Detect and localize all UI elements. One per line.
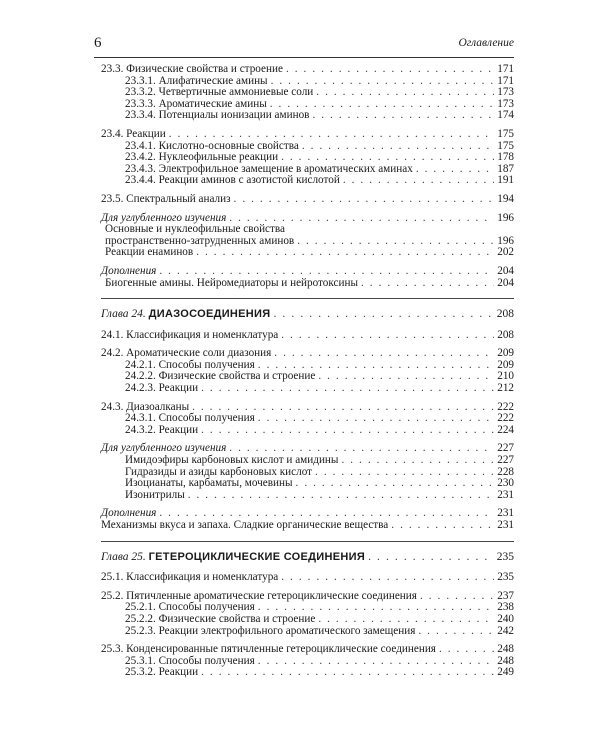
toc-entry-25-3-2[interactable] (101, 667, 514, 679)
toc-entry-page: 209 (497, 358, 514, 371)
toc-entry-advanced-24-1[interactable] (101, 455, 514, 467)
toc-entry-page: 208 (496, 308, 514, 321)
toc-entry-24-3-2[interactable] (101, 425, 514, 437)
leader-dots (439, 644, 494, 656)
chapter-title: ДИАЗОСОЕДИНЕНИЯ (148, 308, 271, 321)
toc-entry-page: 249 (497, 666, 514, 679)
leader-dots (201, 667, 494, 679)
toc-entry-page: 212 (497, 382, 514, 395)
leader-dots (316, 87, 494, 99)
toc-entry-title: 23.3.4. Потенциалы ионизации аминов (125, 109, 310, 122)
toc-entry-page: 228 (497, 465, 514, 478)
toc-entry-page: 227 (497, 454, 514, 467)
toc-entry-title: 23.3.1. Алифатические амины (125, 74, 268, 87)
toc-entry-title: 25.2.1. Способы получения (125, 601, 255, 614)
chapter-separator (101, 298, 514, 299)
toc-entry-page: 222 (497, 400, 514, 413)
toc-entry-page: 208 (497, 328, 514, 341)
leader-dots (302, 141, 494, 153)
table-of-contents (101, 64, 514, 679)
toc-entry-23-5[interactable] (101, 194, 514, 206)
toc-entry-page: 191 (497, 174, 514, 187)
leader-dots (201, 383, 494, 395)
toc-entry-25-1[interactable] (101, 572, 514, 584)
leader-dots (229, 213, 494, 225)
toc-entry-page: 196 (497, 211, 514, 224)
toc-entry-25-2-3[interactable] (101, 626, 514, 638)
toc-entry-title: 23.4.2. Нуклеофильные реакции (125, 151, 279, 164)
toc-entry-page: 248 (497, 643, 514, 656)
toc-entry-title: 23.4.3. Электрофильное замещение в ароматических аминах (125, 162, 413, 175)
leader-dots (169, 129, 495, 141)
toc-entry-page: 231 (497, 488, 514, 501)
leader-dots (361, 278, 494, 290)
toc-entry-page: 240 (497, 612, 514, 625)
leader-dots (286, 64, 494, 76)
leader-dots (196, 247, 494, 259)
toc-entry-page: 242 (497, 624, 514, 637)
toc-entry-page: 235 (497, 571, 514, 584)
toc-entry-title: 23.3. Физические свойства и строение (101, 63, 283, 75)
leader-dots (274, 348, 494, 360)
toc-entry-title: пространственно-затрудненных аминов (105, 234, 295, 247)
toc-entry-page: 224 (497, 423, 514, 436)
toc-entry-page: 231 (497, 507, 514, 520)
leader-dots (368, 552, 494, 564)
toc-entry-page: 174 (497, 109, 514, 122)
toc-entry-title: 25.2.2. Физические свойства и строение (125, 612, 316, 625)
toc-entry-23-4-2[interactable] (101, 152, 514, 164)
toc-entry-advanced-23[interactable] (101, 213, 514, 225)
toc-entry-page: 175 (497, 139, 514, 152)
toc-entry-page: 202 (497, 246, 514, 259)
leader-dots (273, 309, 493, 321)
toc-entry-title: Гидразиды и азиды карбоновых кислот (125, 465, 313, 478)
chapter-label: Глава 24. (101, 308, 146, 321)
leader-dots (343, 175, 494, 187)
toc-entry-page: 187 (497, 162, 514, 175)
leader-dots (159, 266, 494, 278)
toc-entry-page: 194 (497, 192, 514, 205)
toc-entry-24-1[interactable] (101, 330, 514, 342)
toc-entry-23-3[interactable] (101, 64, 514, 76)
leader-dots (201, 425, 494, 437)
toc-entry-title: Дополнения (101, 507, 157, 520)
toc-entry-title: 24.3. Диазоалканы (101, 400, 190, 413)
leader-dots (297, 236, 494, 248)
toc-entry-page: 238 (497, 601, 514, 614)
leader-dots (258, 413, 494, 425)
toc-entry-title: 25.2.3. Реакции электрофильного ароматического замещения (125, 624, 416, 637)
leader-dots (234, 194, 495, 206)
leader-dots (318, 614, 494, 626)
leader-dots (188, 490, 495, 502)
toc-entry-title: Реакции енаминов (105, 246, 194, 259)
toc-entry-advanced-23-2[interactable] (101, 247, 514, 259)
toc-entry-additions-23[interactable] (101, 266, 514, 278)
toc-entry-title: 24.2.3. Реакции (125, 382, 199, 395)
page-number: 6 (94, 35, 102, 51)
toc-entry-title: 24.2.2. Физические свойства и строение (125, 370, 316, 383)
toc-entry-title: 25.3. Конденсированные пятичленные гетероциклические соединения (101, 643, 436, 656)
toc-entry-page: 175 (497, 127, 514, 140)
toc-entry-page: 231 (497, 519, 514, 531)
leader-dots (281, 572, 494, 584)
toc-entry-page: 222 (497, 412, 514, 425)
toc-entry-title: 23.3.3. Ароматические амины (125, 97, 267, 110)
leader-dots (418, 626, 494, 638)
toc-entry-title: Имидоэфиры карбоновых кислот и амидины (125, 454, 339, 467)
toc-entry-23-4-4[interactable] (101, 175, 514, 187)
toc-entry-title: Дополнения (101, 264, 157, 277)
toc-entry-page: 204 (497, 264, 514, 277)
toc-entry-additions-23-1[interactable] (101, 278, 514, 290)
toc-entry-title: 25.3.2. Реакции (125, 666, 199, 679)
toc-entry-title: 23.4.4. Реакции аминов с азотистой кислотой (125, 174, 340, 187)
toc-entry-title: Изонитрилы (125, 488, 185, 501)
toc-entry-title: Для углубленного изучения (101, 442, 227, 455)
toc-entry-page: 171 (497, 74, 514, 87)
leader-dots (420, 591, 494, 603)
toc-chapter-24[interactable] (101, 309, 514, 321)
leader-dots (391, 520, 494, 532)
toc-entry-page: 230 (497, 477, 514, 490)
toc-entry-25-2-2[interactable] (101, 614, 514, 626)
leader-dots (296, 478, 495, 490)
leader-dots (312, 110, 494, 122)
toc-entry-page: 173 (497, 86, 514, 99)
chapter-separator (101, 541, 514, 542)
leader-dots (281, 152, 494, 164)
leader-dots (318, 371, 494, 383)
toc-entry-advanced-23-1-line1[interactable]: Основные и нуклеофильные свойства (105, 223, 286, 236)
toc-entry-title: 24.3.1. Способы получения (125, 412, 255, 425)
toc-entry-24-2-3[interactable] (101, 383, 514, 395)
toc-entry-title: 23.5. Спектральный анализ (101, 192, 231, 205)
toc-entry-title: 23.4. Реакции (101, 127, 166, 140)
leader-dots (416, 164, 494, 176)
toc-entry-title: Биогенные амины. Нейромедиаторы и нейротоксины (105, 276, 359, 289)
toc-entry-title: 24.2. Ароматические соли диазония (101, 347, 272, 360)
chapter-title: ГЕТЕРОЦИКЛИЧЕСКИЕ СОЕДИНЕНИЯ (148, 550, 366, 563)
toc-chapter-25[interactable] (101, 552, 514, 564)
toc-entry-additions-24-1[interactable] (101, 520, 514, 532)
toc-entry-title: 25.1. Классификация и номенклатура (101, 571, 279, 584)
toc-entry-page: 204 (497, 276, 514, 289)
toc-entry-title: 23.3.2. Четвертичные аммониевые соли (125, 86, 314, 99)
toc-entry-title: Механизмы вкуса и запаха. Сладкие органические вещества (101, 519, 389, 531)
toc-entry-title: 25.3.1. Способы получения (125, 654, 255, 667)
leader-dots (258, 656, 494, 668)
toc-entry-title: 23.4.1. Кислотно-основные свойства (125, 139, 299, 152)
toc-entry-advanced-24-4[interactable] (101, 490, 514, 502)
leader-dots (315, 467, 494, 479)
toc-entry-title: Изоцианаты, карбаматы, мочевины (125, 477, 293, 490)
toc-entry-23-3-4[interactable] (101, 110, 514, 122)
toc-entry-page: 196 (497, 234, 514, 247)
toc-entry-title: 24.2.1. Способы получения (125, 358, 255, 371)
toc-entry-page: 237 (497, 589, 514, 602)
leader-dots (341, 455, 494, 467)
header-rule (94, 57, 514, 58)
toc-entry-23-4[interactable] (101, 129, 514, 141)
toc-entry-page: 235 (496, 550, 514, 563)
toc-entry-page: 209 (497, 347, 514, 360)
toc-entry-25-3[interactable] (101, 644, 514, 656)
toc-entry-title: 24.1. Классификация и номенклатура (101, 328, 279, 341)
toc-entry-title: 25.2. Пятичленные ароматические гетероциклические соединения (101, 589, 417, 602)
toc-entry-page: 171 (497, 63, 514, 75)
running-header-title: Оглавление (458, 37, 514, 49)
toc-entry-page: 248 (497, 654, 514, 667)
toc-entry-title: 24.3.2. Реакции (125, 423, 199, 436)
leader-dots (281, 330, 494, 342)
toc-entry-page: 178 (497, 151, 514, 164)
toc-entry-page: 210 (497, 370, 514, 383)
toc-entry-title: Для углубленного изучения (101, 211, 227, 224)
chapter-label: Глава 25. (101, 550, 146, 563)
toc-entry-page: 173 (497, 97, 514, 110)
toc-entry-page: 227 (497, 442, 514, 455)
